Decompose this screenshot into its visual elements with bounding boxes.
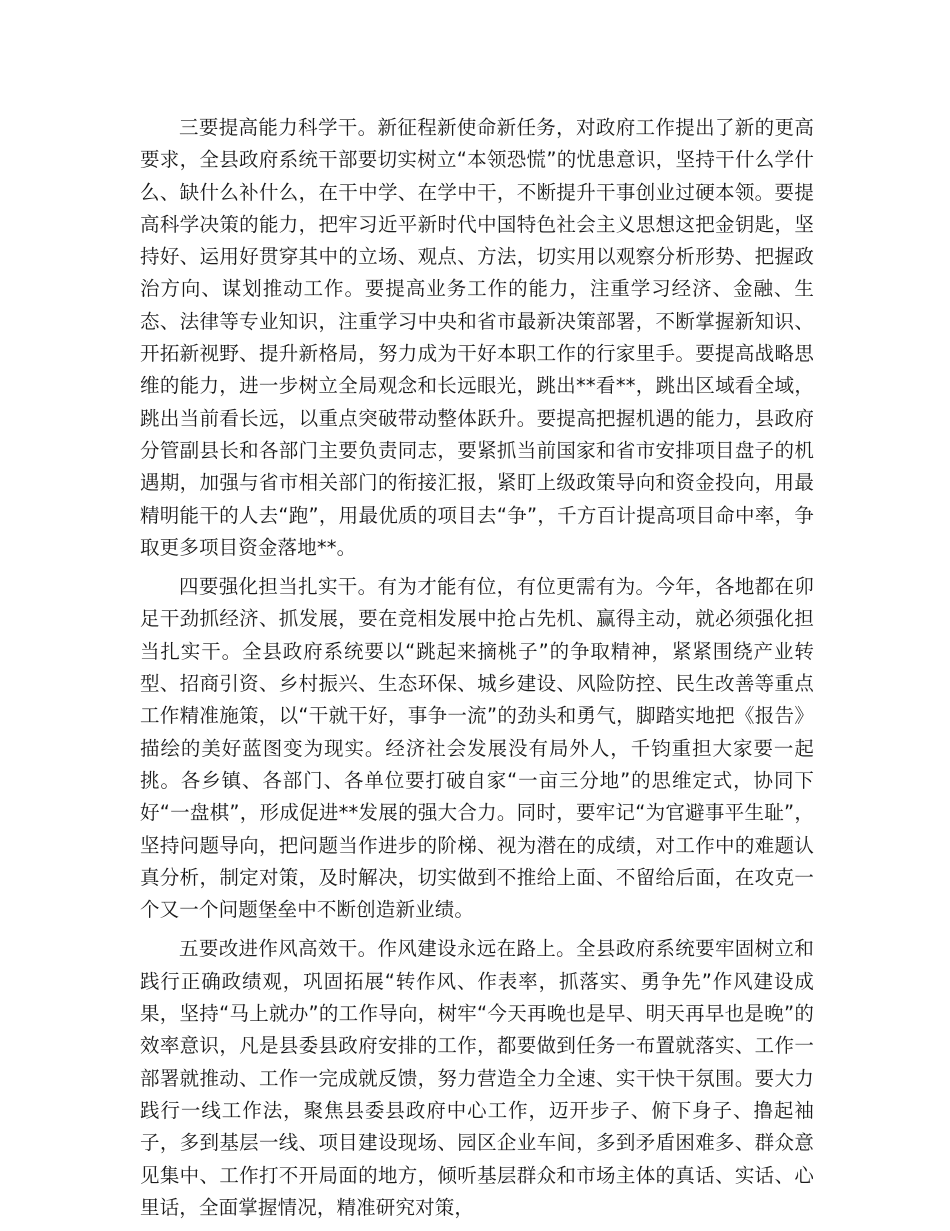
paragraph-capability: 三要提高能力科学干。新征程新使命新任务，对政府工作提出了新的更高要求，全县政府系统干部要切实树立“本领恐慌”的忧患意识，坚持干什么学什么、缺什么补什么，在干中学、在学中干，不断提升干事创业过硬本领。要提高科学决策的能力，把牢习近平新时代中国特色社会主义思想这把金钥匙，坚持好、运用好贯穿其中的立场、观点、方法，切实用以观察分析形势、把握政治方向、谋划推动工作。要提高业务工作的能力，注重学习经济、金融、生态、法律等专业知识，注重学习中央和省市最新决策部署，不断掌握新知识、开拓新视野、提升新格局，努力成为干好本职工作的行家里手。要提高战略思维的能力，进一步树立全局观念和长远眼光，跳出**看**，跳出区域看全域，跳出当前看长远，以重点突破带动整体跃升。要提高把握机遇的能力，县政府分管副县长和各部门主要负责同志，要紧抓当前国家和省市安排项目盘子的机遇期，加强与省市相关部门的衔接汇报，紧盯上级政策导向和资金投向，用最精明能干的人去“跑”，用最优质的项目去“争”，千方百计提高项目命中率，争取更多项目资金落地**。 xyxy=(140,116,814,559)
paragraph-responsibility: 四要强化担当扎实干。有为才能有位，有位更需有为。今年，各地都在卯足干劲抓经济、抓发展，要在竞相发展中抢占先机、赢得主动，就必须强化担当扎实干。全县政府系统要以“跳起来摘桃子”的争取精神，紧紧围绕产业转型、招商引资、乡村振兴、生态环保、城乡建设、风险防控、民生改善等重点工作精准施策，以“干就干好，事争一流”的劲头和勇气，脚踏实地把《报告》描绘的美好蓝图变为现实。经济社会发展没有局外人，千钧重担大家要一起挑。各乡镇、各部门、各单位要打破自家“一亩三分地”的思维定式，协同下好“一盘棋”，形成促进**发展的强大合力。同时，要牢记“为官避事平生耻”，坚持问题导向，把问题当作进步的阶梯、视为潜在的成绩，对工作中的难题认真分析，制定对策，及时解决，切实做到不推给上面、不留给后面，在攻克一个又一个问题堡垒中不断创造新业绩。 xyxy=(140,575,814,922)
paragraph-work-style: 五要改进作风高效干。作风建设永远在路上。全县政府系统要牢固树立和践行正确政绩观，巩固拓展“转作风、作表率，抓落实、勇争先”作风建设成果，坚持“马上就办”的工作导向，树牢“今天再晚也是早、明天再早也是晚”的效率意识，凡是县委县政府安排的工作，都要做到任务一布置就落实、工作一部署就推动、工作一完成就反馈，努力营造全力全速、实干快干氛围。要大力践行一线工作法，聚焦县委县政府中心工作，迈开步子、俯下身子、撸起袖子，多到基层一线、项目建设现场、园区企业车间，多到矛盾困难多、群众意见集中、工作打不开局面的地方，倾听基层群众和市场主体的真话、实话、心里话，全面掌握情况，精准研究对策， xyxy=(140,937,814,1219)
document-body xyxy=(140,112,814,1231)
